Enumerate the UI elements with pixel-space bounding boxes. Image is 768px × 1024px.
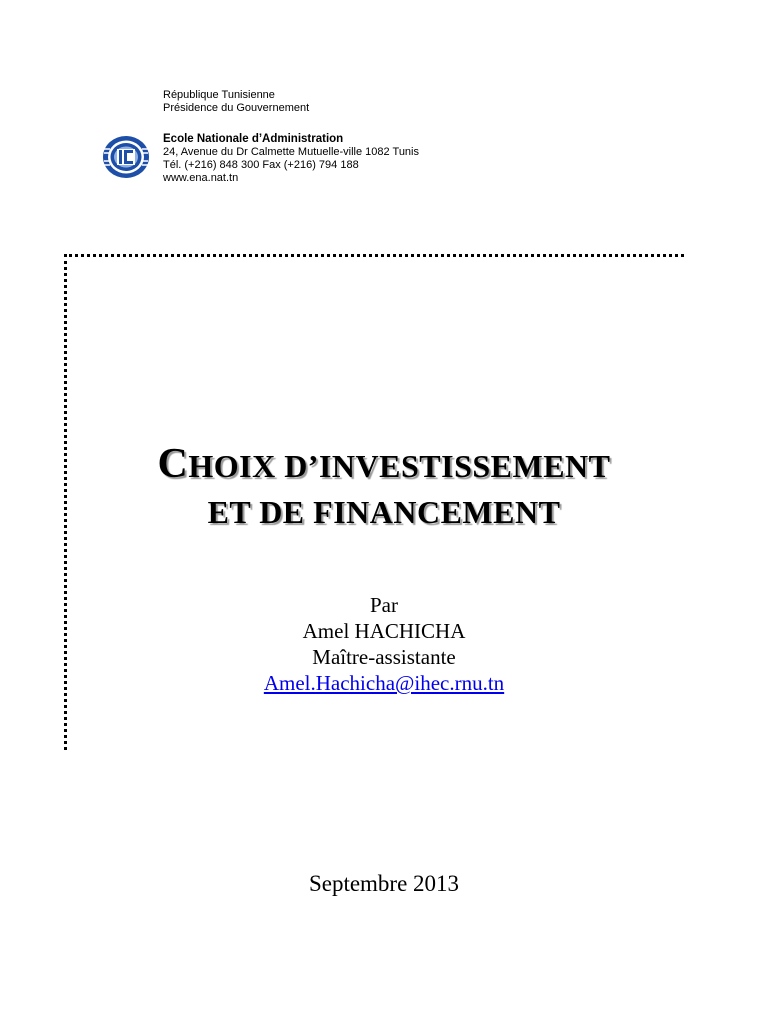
- author-name: Amel HACHICHA: [302, 619, 466, 643]
- title-initial-cap: C: [157, 441, 189, 487]
- country-line: République Tunisienne: [163, 89, 275, 101]
- author-role: Maître-assistante: [312, 645, 456, 669]
- school-address: 24, Avenue du Dr Calmette Mutuelle-ville 1082 Tunis: [163, 146, 419, 158]
- author-email-link[interactable]: Amel.Hachicha@ihec.rnu.tn: [263, 671, 505, 695]
- author-block: [0, 592, 768, 696]
- title-line-2: ET DE FINANCEMENT: [207, 494, 561, 530]
- school-phone-fax: Tél. (+216) 848 300 Fax (+216) 794 188: [163, 159, 359, 171]
- ena-logo-icon: [102, 135, 150, 179]
- school-name: Ecole Nationale d’Administration: [163, 133, 344, 145]
- title-line-1: [0, 440, 768, 488]
- presidency-line: Présidence du Gouvernement: [163, 102, 310, 114]
- title-line-1-rest: HOIX D’INVESTISSEMENT: [188, 448, 611, 484]
- government-header: [163, 89, 309, 115]
- dotted-frame-top: [64, 254, 684, 257]
- school-website: www.ena.nat.tn: [163, 172, 239, 184]
- school-info: [163, 133, 419, 185]
- publication-date: Septembre 2013: [308, 871, 460, 896]
- author-by: Par: [370, 593, 398, 617]
